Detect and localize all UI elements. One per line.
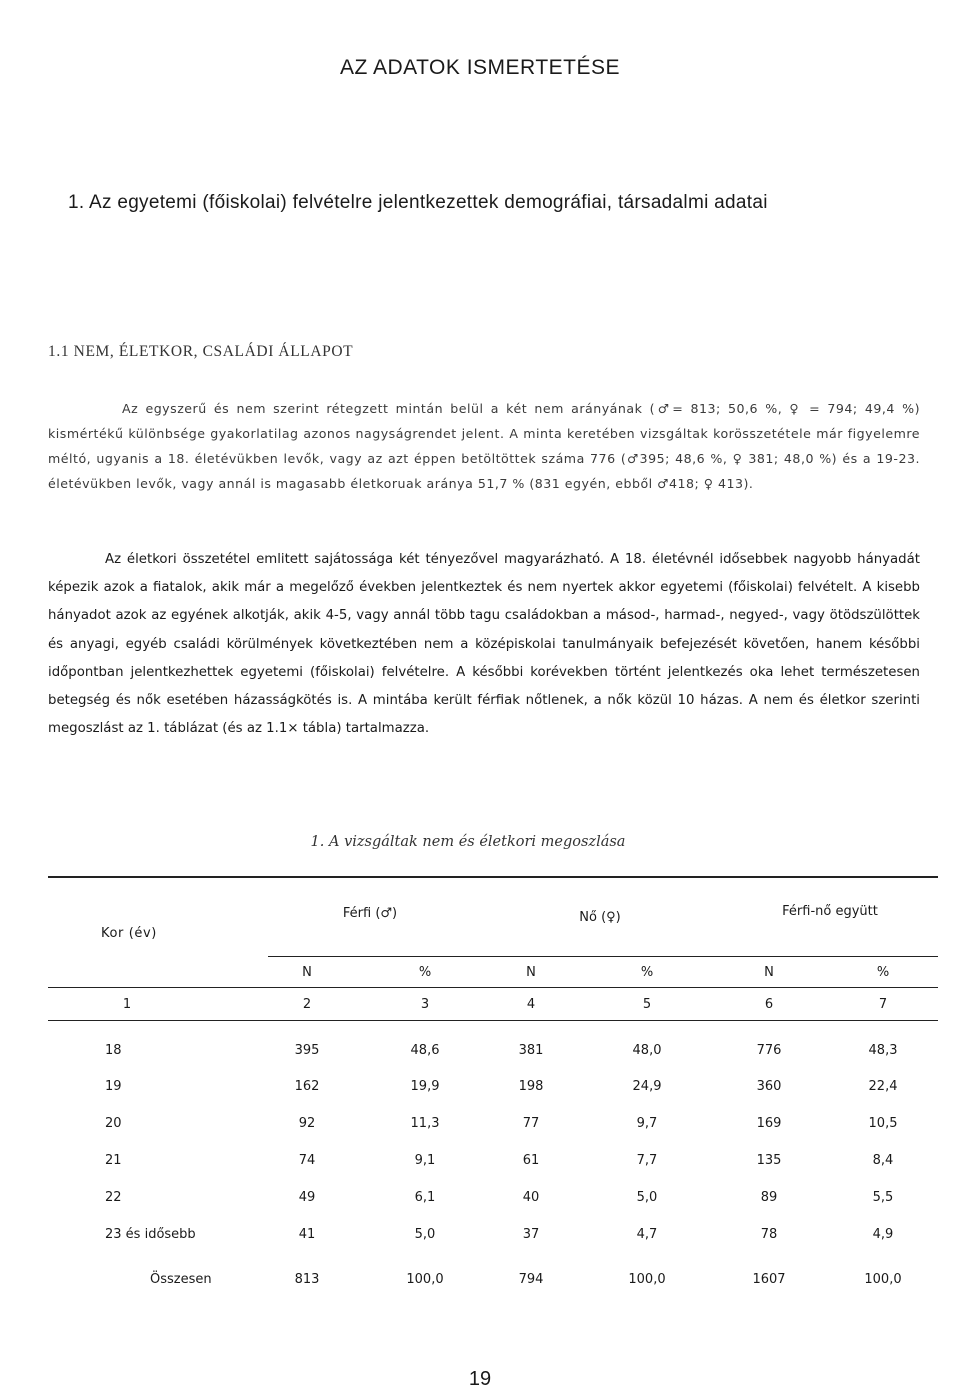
table-row-label: 20 (105, 1116, 122, 1131)
header-ferfi: Férfi (♂) (342, 906, 398, 921)
table-row-label: 21 (105, 1153, 122, 1168)
paragraph-1 (48, 396, 920, 496)
total-row-label: Összesen (150, 1272, 212, 1287)
table-cell: 8,4 (872, 1153, 894, 1168)
table-cell: 4,9 (872, 1227, 894, 1242)
table-cell: 6,1 (414, 1190, 436, 1205)
col-number-4: 4 (526, 997, 536, 1012)
table-cell: 5,5 (872, 1190, 894, 1205)
total-cell: 100,0 (864, 1272, 902, 1287)
table-cell: 74 (298, 1153, 316, 1168)
table-cell: 77 (522, 1116, 540, 1131)
table-cell: 89 (760, 1190, 778, 1205)
table-cell: 10,5 (868, 1116, 898, 1131)
table-cell: 395 (294, 1043, 320, 1058)
subheader-pct-no: % (640, 965, 654, 980)
page-number: 19 (468, 1368, 492, 1390)
total-cell: 100,0 (406, 1272, 444, 1287)
table-cell: 776 (756, 1043, 782, 1058)
table-header-rule (48, 987, 938, 988)
table-cell: 11,3 (410, 1116, 440, 1131)
table-cell: 37 (522, 1227, 540, 1242)
subheader-n-egyutt: N (764, 965, 774, 980)
header-egyutt: Férfi-nő együtt (782, 904, 878, 919)
table-row-label: 23 és idősebb (105, 1227, 196, 1242)
col-number-7: 7 (878, 997, 888, 1012)
table-cell: 48,0 (632, 1043, 662, 1058)
table-subheader-rule (268, 956, 938, 957)
table-cell: 169 (756, 1116, 782, 1131)
total-cell: 1607 (752, 1272, 786, 1287)
subheader-pct-ferfi: % (418, 965, 432, 980)
table-cell: 49 (298, 1190, 316, 1205)
table-row-label: 19 (105, 1079, 122, 1094)
header-no: Nő (♀) (579, 910, 621, 925)
table-cell: 5,0 (414, 1227, 436, 1242)
table-cell: 41 (298, 1227, 316, 1242)
subheader-n-ferfi: N (302, 965, 312, 980)
col-number-3: 3 (420, 997, 430, 1012)
col-number-5: 5 (642, 997, 652, 1012)
table-cell: 4,7 (636, 1227, 658, 1242)
col-number-2: 2 (302, 997, 312, 1012)
table-cell: 19,9 (410, 1079, 440, 1094)
table-cell: 40 (522, 1190, 540, 1205)
paragraph-2-text: Az életkori összetétel emlitett sajátossága két tényezővel magyarázható. A 18. életévnél idősebbek nagyobb hányadát képezik azok a fiatalok, akik már a megelőző években jelentkeztek és nem nyertek akkor egyetemi (főiskolai) felvételt. A kisebb hányadot azok az egyének alkotják, akik 4-5, vagy annál több tagu családokban a másod-, harmad-, negyed-, vagy ötödszülöttek és anyagi, egyéb családi körülmények következtében nem a középiskolai tanulmányaik befejezését követően, hanem későbbi időpontban jelentkezhettek egyetemi (főiskolai) felvételre. A későbbi korévekben történt jelentkezés oka lehet természetesen betegség és nők esetében házasságkötés is. A mintába került férfiak nőtlenek, a nők közül 10 házas. A nem és életkor szerinti megoszlást az 1. táblázat (és az 1.1× tábla) tartalmazza. (48, 552, 920, 737)
table-cell: 198 (518, 1079, 544, 1094)
table-cell: 360 (756, 1079, 782, 1094)
table-title: 1. A vizsgáltak nem és életkori megoszlása (310, 834, 626, 850)
total-cell: 794 (518, 1272, 544, 1287)
table-cell: 78 (760, 1227, 778, 1242)
col-number-6: 6 (764, 997, 774, 1012)
table-cell: 135 (756, 1153, 782, 1168)
table-cell: 9,1 (414, 1153, 436, 1168)
table-cell: 9,7 (636, 1116, 658, 1131)
table-cell: 22,4 (868, 1079, 898, 1094)
table-cell: 48,6 (410, 1043, 440, 1058)
table-row-label: 18 (105, 1043, 122, 1058)
table-cell: 7,7 (636, 1153, 658, 1168)
table-cell: 61 (522, 1153, 540, 1168)
subheader-pct-egyutt: % (876, 965, 890, 980)
table-cell: 162 (294, 1079, 320, 1094)
total-cell: 813 (294, 1272, 320, 1287)
table-cell: 24,9 (632, 1079, 662, 1094)
table-cell: 5,0 (636, 1190, 658, 1205)
page-title: AZ ADATOK ISMERTETÉSE (339, 56, 621, 79)
table-row-label: 22 (105, 1190, 122, 1205)
table-cell: 92 (298, 1116, 316, 1131)
paragraph-2 (48, 546, 920, 743)
col-number-1: 1 (122, 997, 132, 1012)
table-number-rule (48, 1020, 938, 1021)
table-top-rule (48, 876, 938, 878)
table-cell: 48,3 (868, 1043, 898, 1058)
subheader-n-no: N (526, 965, 536, 980)
header-kor: Kor (év) (101, 926, 157, 941)
section-title: 1. Az egyetemi (főiskolai) felvételre jelentkezettek demográfiai, társadalmi adatai (68, 192, 768, 213)
subsection-title: 1.1 NEM, ÉLETKOR, CSALÁDI ÁLLAPOT (48, 343, 354, 360)
total-cell: 100,0 (628, 1272, 666, 1287)
paragraph-1-text: Az egyszerű és nem szerint rétegzett mintán belül a két nem arányának (♂= 813; 50,6 %, ♀ = 794; 49,4 %) kismértékű különbsége gyakorlatilag azonos nagyságrendet jelent. A minta keretében vizsgáltak korösszetétele már figyelemre méltó, ugyanis a 18. életévükben levők, vagy az azt éppen betöltöttek száma 776 (♂395; 48,6 %, ♀ 381; 48,0 %) és a 19-23. életévükben levők, vagy annál is magasabb életkoruak aránya 51,7 % (831 egyén, ebből ♂418; ♀ 413). (48, 401, 920, 491)
table-cell: 381 (518, 1043, 544, 1058)
